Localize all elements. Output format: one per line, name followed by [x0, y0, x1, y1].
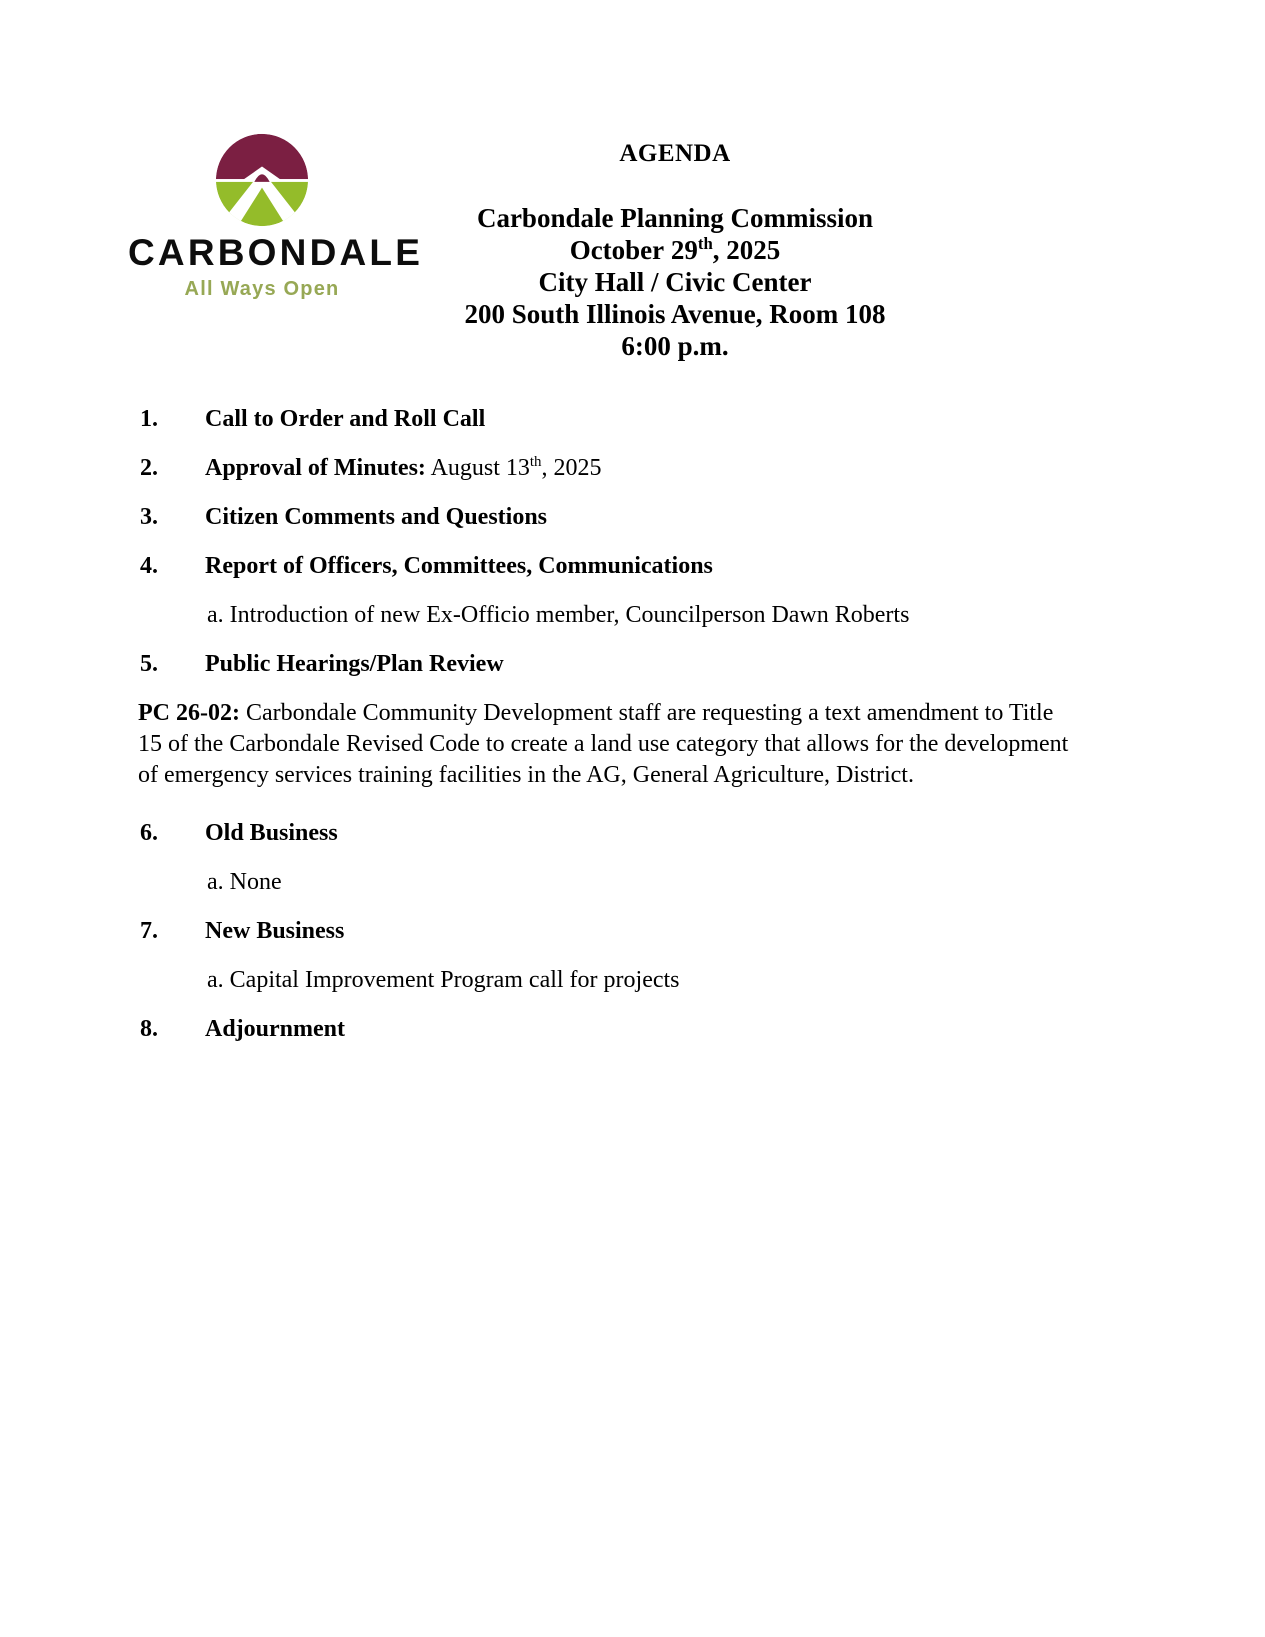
carbondale-logo	[128, 132, 424, 300]
agenda-item-number: 8.	[140, 1015, 158, 1042]
agenda-item-number: 1.	[140, 406, 158, 432]
meeting-date-year: 2025	[726, 234, 781, 265]
agenda-item-number: 3.	[140, 504, 158, 530]
meeting-body-name: Carbondale Planning Commission	[476, 202, 874, 233]
agenda-item-5	[0, 649, 1265, 679]
document-header	[0, 0, 1265, 380]
meeting-date-ordinal: th	[697, 233, 713, 253]
meeting-date-day: 29	[670, 234, 698, 265]
agenda-item-4	[0, 551, 1265, 581]
meeting-venue: City Hall / Civic Center	[538, 266, 812, 297]
agenda-item-label	[205, 453, 602, 483]
agenda-item-list	[0, 404, 1265, 1063]
carbondale-city-logo-icon	[214, 132, 310, 228]
agenda-title-block	[400, 140, 950, 362]
agenda-item-number: 7.	[140, 917, 158, 944]
agenda-subitem-7a: a. Capital Improvement Program call for projects	[207, 966, 680, 993]
agenda-item-label: Report of Officers, Committees, Communications	[205, 553, 713, 579]
agenda-item-2	[0, 453, 1265, 483]
meeting-time: 6:00 p.m.	[621, 331, 729, 361]
meeting-address: 200 South Illinois Avenue, Room 108	[464, 298, 886, 329]
agenda-item-number: 5.	[140, 651, 158, 677]
meeting-details	[400, 202, 950, 363]
meeting-date-month: October	[569, 234, 665, 265]
agenda-item-number: 2.	[140, 455, 158, 481]
agenda-subitem-6a: a. None	[207, 868, 282, 895]
case-description: Carbondale Community Development staff are requesting a text amendment to Title 15 of the Carbondale Revised Code to create a land use category that allows for the development of emergency services training facilities in the AG, General Agriculture, District.	[138, 700, 1069, 789]
agenda-item-number: 6.	[140, 819, 158, 846]
logo-tagline: All Ways Open	[184, 278, 340, 300]
agenda-item-label: Adjournment	[205, 1015, 346, 1042]
agenda-item-label: Call to Order and Roll Call	[205, 406, 486, 432]
agenda-subitem-4a: a. Introduction of new Ex-Officio member, Councilperson Dawn Roberts	[207, 602, 910, 628]
case-paragraph-pc-26-02	[0, 698, 1265, 792]
minutes-date-post: , 2025	[541, 455, 602, 481]
agenda-item-label: New Business	[205, 917, 345, 944]
case-number: PC 26-02:	[138, 700, 240, 726]
agenda-item-label: Citizen Comments and Questions	[205, 504, 548, 530]
agenda-item-7	[0, 916, 1265, 946]
meeting-date: October 29th, 2025	[569, 233, 781, 265]
page-title: AGENDA	[619, 140, 731, 167]
agenda-item-3	[0, 502, 1265, 532]
agenda-item-6	[0, 818, 1265, 848]
agenda-item-1	[0, 404, 1265, 434]
agenda-item-number: 4.	[140, 553, 158, 579]
agenda-item-label: Old Business	[205, 819, 338, 846]
agenda-item-8	[0, 1014, 1265, 1044]
minutes-date-pre: August 13	[425, 455, 530, 481]
agenda-item-label: Public Hearings/Plan Review	[205, 651, 504, 677]
logo-wordmark: CARBONDALE	[128, 232, 424, 273]
minutes-date-ordinal: th	[529, 454, 542, 470]
minutes-label-bold: Approval of Minutes:	[205, 455, 426, 481]
